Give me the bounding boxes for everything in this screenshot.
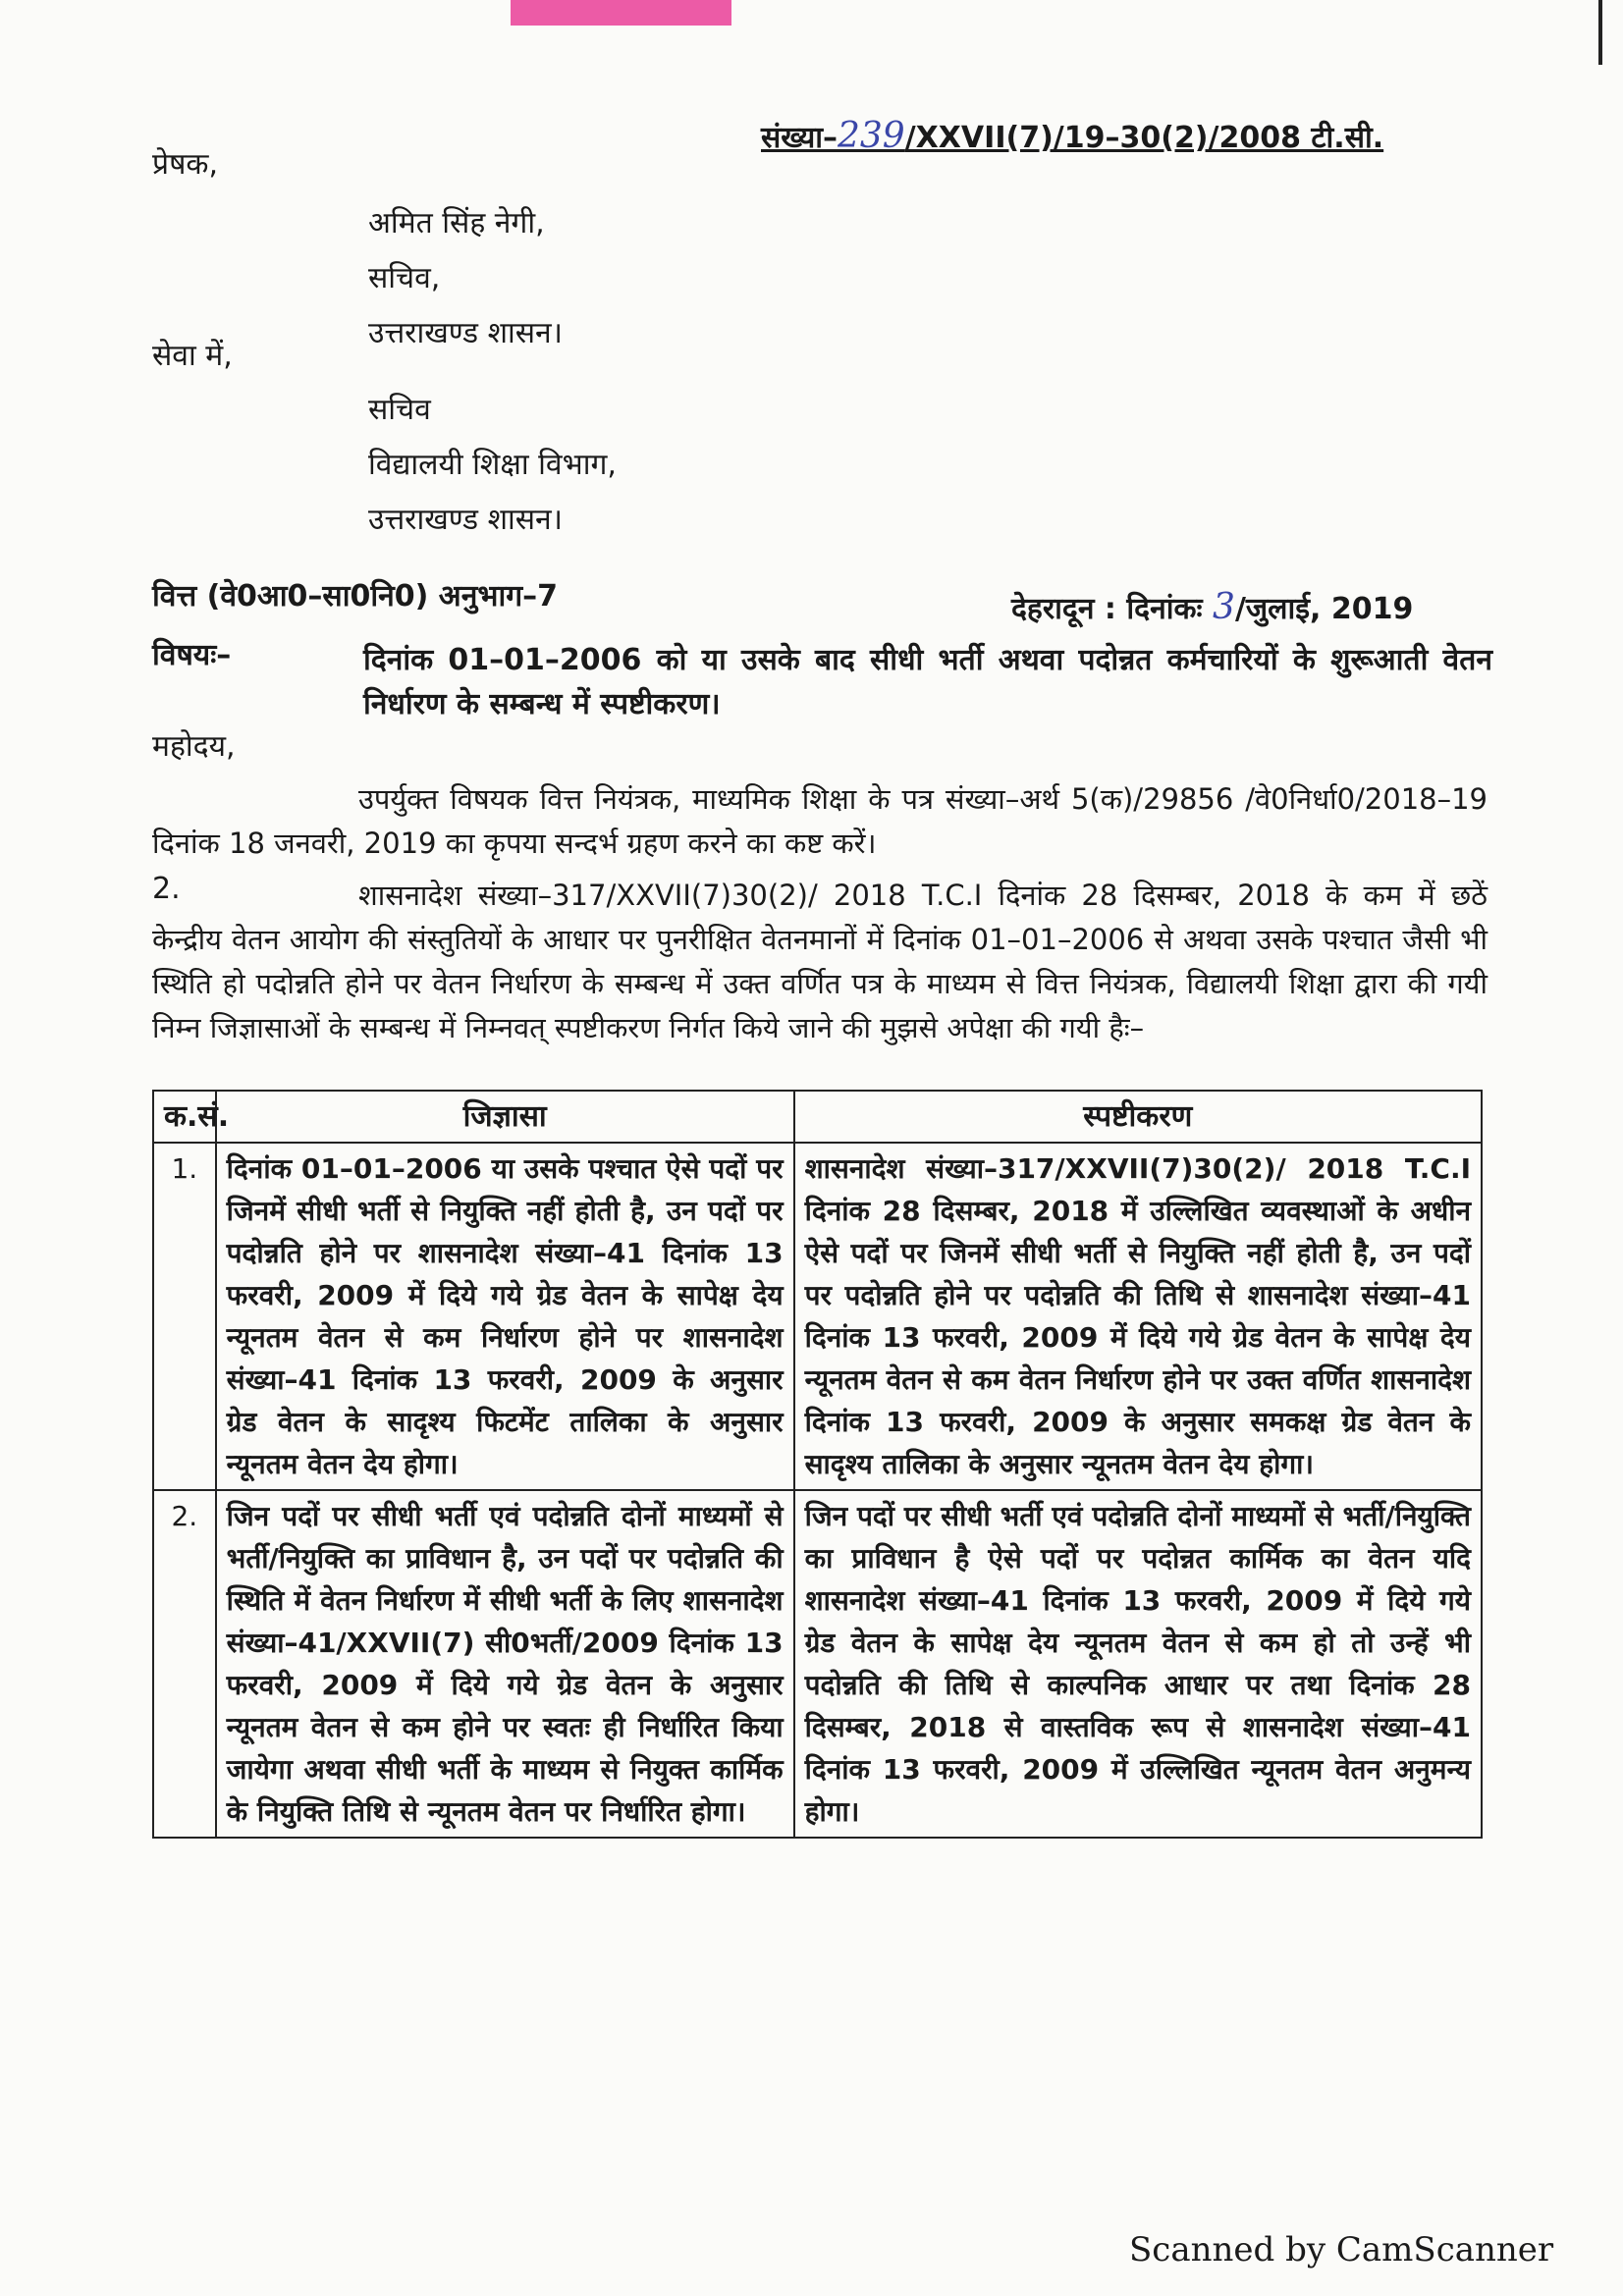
header-serial: क.सं.: [153, 1091, 216, 1143]
recipient-department: विद्यालयी शिक्षा विभाग,: [368, 448, 617, 482]
clarification-cell: जिन पदों पर सीधी भर्ती एवं पदोन्नति दोनों माध्यमों से भर्ती/नियुक्ति का प्राविधान है ऐसे पदों पर पदोन्नत कार्मिक का वेतन यदि शासनादेश संख्या–41 दिनांक 13 फरवरी, 2009 में दिये गये ग्रेड वेतन के सापेक्ष देय न्यूनतम वेतन से कम हो तो उन्हें भी पदोन्नति की तिथि से काल्पनिक आधार पर तथा दिनांक 28 दिसम्बर, 2018 से वास्तविक रूप से शासनादेश संख्या–41 दिनांक 13 फरवरी, 2009 में उल्लिखित न्यूनतम वेतन अनुमन्य होगा।: [794, 1490, 1482, 1838]
recipient-block: [368, 383, 617, 548]
ref-suffix: /XXVII(7)/19–30(2)/2008 टी.सी.: [904, 121, 1384, 155]
salutation: महोदय,: [152, 729, 236, 764]
sender-label: प्रेषक,: [152, 147, 218, 182]
header-query: जिज्ञासा: [216, 1091, 794, 1143]
date-prefix: देहरादून : दिनांकः: [1011, 592, 1203, 626]
department-section: वित्त (वे0आ0–सा0नि0) अनुभाग–7: [152, 579, 558, 614]
table-header-row: [153, 1091, 1482, 1143]
subject-text: दिनांक 01–01–2006 को या उसके बाद सीधी भर्ती अथवा पदोन्नत कर्मचारियों के शुरूआती वेतन निर्धारण के सम्बन्ध में स्पष्टीकरण।: [363, 643, 1492, 721]
header-clarification: स्पष्टीकरण: [794, 1091, 1482, 1143]
pink-tab-mark: [511, 0, 731, 26]
table-row: [153, 1490, 1482, 1838]
paragraph-2: शासनादेश संख्या–317/XXVII(7)30(2)/ 2018 T.C.I दिनांक 28 दिसम्बर, 2018 के कम में छठें केन्द्रीय वेतन आयोग की संस्तुतियों के आधार पर पुनरीक्षित वेतनमानों में दिनांक 01–01–2006 से अथवा उसके पश्चात जैसी भी स्थिति हो पदोन्नति होने पर वेतन निर्धारण के सम्बन्ध में उक्त वर्णित पत्र के माध्यम से वित्त नियंत्रक, विद्यालयी शिक्षा द्वारा की गयी निम्न जिज्ञासाओं के सम्बन्ध में निम्नवत् स्पष्टीकरण निर्गत किये जाने की मुझसे अपेक्षा की गयी हैः–: [152, 879, 1488, 1044]
ref-prefix: संख्या–: [761, 121, 838, 155]
date-suffix: /जुलाई, 2019: [1234, 592, 1414, 626]
clarification-table: [152, 1090, 1483, 1839]
row-number: 1.: [153, 1143, 216, 1490]
recipient-label: सेवा में,: [152, 339, 233, 373]
page-edge-mark: [1598, 0, 1602, 65]
scanner-watermark: Scanned by CamScanner: [1129, 2230, 1554, 2269]
clarification-cell: शासनादेश संख्या–317/XXVII(7)30(2)/ 2018 T.C.I दिनांक 28 दिसम्बर, 2018 में उल्लिखित व्यवस्थाओं के अधीन ऐसे पदों पर जिनमें सीधी भर्ती से नियुक्ति नहीं होती है, उन पदों पर पदोन्नति होने पर पदोन्नति की तिथि से शासनादेश संख्या–41 दिनांक 13 फरवरी, 2009 में दिये गये ग्रेड वेतन के सापेक्ष देय न्यूनतम वेतन से कम वेतन निर्धारण होने पर उक्त वर्णित शासनादेश दिनांक 13 फरवरी, 2009 के अनुसार समकक्ष ग्रेड वेतन के सादृश्य तालिका के अनुसार न्यूनतम वेतन देय होगा।: [794, 1143, 1482, 1490]
place-date: [1011, 587, 1413, 627]
date-handwritten-day: 3: [1213, 587, 1235, 627]
sender-designation: सचिव,: [368, 261, 441, 295]
recipient-office: उत्तराखण्ड शासन।: [368, 503, 564, 537]
sender-name: अमित सिंह नेगी,: [368, 206, 545, 240]
reference-number: [761, 116, 1383, 156]
query-cell: दिनांक 01–01–2006 या उसके पश्चात ऐसे पदों पर जिनमें सीधी भर्ती से नियुक्ति नहीं होती है, उन पदों पर पदोन्नति होने पर शासनादेश संख्या–41 दिनांक 13 फरवरी, 2009 में दिये गये ग्रेड वेतन के सापेक्ष देय न्यूनतम वेतन से कम निर्धारण होने पर शासनादेश संख्या–41 दिनांक 13 फरवरी, 2009 के अनुसार ग्रेड वेतन के सादृश्य फिटमेंट तालिका के अनुसार न्यूनतम वेतन देय होगा।: [216, 1143, 794, 1490]
paragraph-1: उपर्युक्त विषयक वित्त नियंत्रक, माध्यमिक शिक्षा के पत्र संख्या–अर्थ 5(क)/29856 /वे0निर्धा0/2018–19 दिनांक 18 जनवरी, 2019 का कृपया सन्दर्भ ग्रहण करने का कष्ट करें।: [152, 782, 1488, 860]
subject-label: विषयः–: [152, 638, 232, 672]
sender-block: [368, 196, 563, 361]
row-number: 2.: [153, 1490, 216, 1838]
recipient-designation: सचिव: [368, 393, 431, 427]
sender-office: उत्तराखण्ड शासन।: [368, 316, 564, 350]
ref-handwritten-number: 239: [838, 116, 905, 156]
paragraph-2-number: 2.: [152, 872, 181, 906]
table-row: [153, 1143, 1482, 1490]
query-cell: जिन पदों पर सीधी भर्ती एवं पदोन्नति दोनों माध्यमों से भर्ती/नियुक्ति का प्राविधान है, उन पदों पर पदोन्नति की स्थिति में वेतन निर्धारण में सीधी भर्ती के लिए शासनादेश संख्या–41/XXVII(7) सी0भर्ती/2009 दिनांक 13 फरवरी, 2009 में दिये गये ग्रेड वेतन के अनुसार न्यूनतम वेतन से कम होने पर स्वतः ही निर्धारित किया जायेगा अथवा सीधी भर्ती के माध्यम से नियुक्त कार्मिक के नियुक्ति तिथि से न्यूनतम वेतन पर निर्धारित होगा।: [216, 1490, 794, 1838]
